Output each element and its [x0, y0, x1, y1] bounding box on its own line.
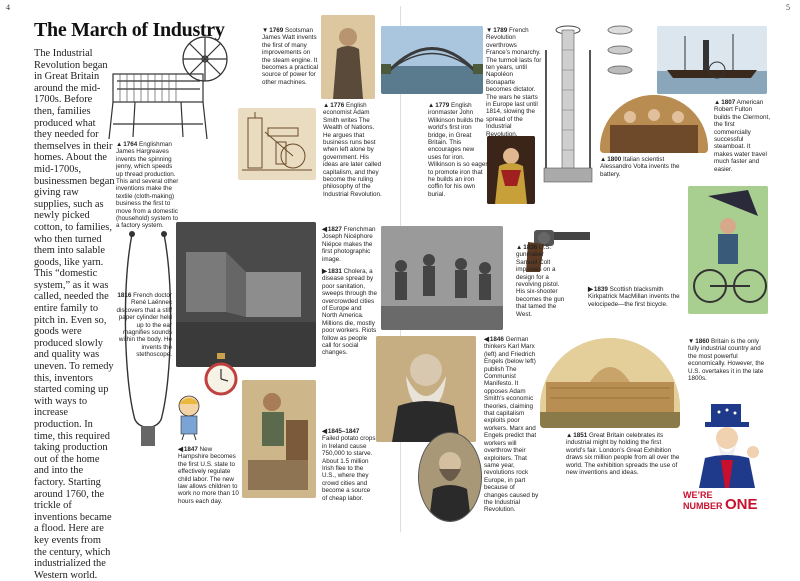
- year-1851: 1851: [573, 432, 588, 439]
- friedrich-engels-portrait: [418, 432, 482, 522]
- entry-1779: [428, 102, 488, 198]
- year-1789: 1789: [493, 27, 508, 34]
- text-1847: New Hampshire becomes the first U.S. state to effectively regulate child labor. The new law allows children to work no more than 10 hours each day.: [178, 446, 239, 505]
- up-arrow-icon: ▲: [428, 102, 435, 109]
- entry-1846: [484, 336, 540, 514]
- left-arrow-icon: ◀: [322, 428, 327, 435]
- text-1851: Great Britain celebrates its industrial might by holding the first world’s fair. London’s Great Exhibition draws six million people from all over the world. The exhibition spreads the use of new inventions and ideas.: [566, 432, 680, 477]
- entry-1827: [322, 226, 376, 263]
- right-page-number: 5: [786, 3, 790, 12]
- text-1800: Italian scientist Alessandro Volta invents the battery.: [600, 156, 680, 178]
- child-worker-cartoon: [172, 392, 206, 440]
- year-1769: 1769: [269, 27, 284, 34]
- text-1816: French doctor René Laënnec discovers that a stiff paper cylinder held up to the ear magnifies sounds within the body. He invents the stethoscope.: [116, 292, 172, 359]
- text-1789: French Revolution overthrows France’s monarchy. The turmoil lasts for ten years, until Napoléon Bonaparte becomes dictator. The wars he starts in Europe last until 1814, slowing the spread of the Industrial Revolution.: [486, 27, 542, 138]
- entry-1776: [323, 102, 383, 198]
- text-1764: Englishman James Hargreaves invents the spinning jenny, which speeds up thread production. This and several other inventions make the textile (cloth-making) business the first to move from a domestic (household) system to a factory system.: [116, 141, 179, 230]
- year-1839: 1839: [593, 286, 608, 293]
- entry-1816: [116, 292, 172, 359]
- up-arrow-icon: ▲: [323, 102, 330, 109]
- year-1776: 1776: [330, 102, 345, 109]
- first-photograph-image: [176, 222, 316, 367]
- text-1769: Scotsman James Watt invents the first of many improvements on the steam engine. It becomes a practical source of power for other machines.: [262, 27, 318, 86]
- battery-discs-illustration: [606, 18, 634, 84]
- year-1827: 1827: [327, 226, 342, 233]
- up-arrow-icon: ▲: [516, 244, 523, 251]
- poster-word-were: WE’RE: [683, 490, 713, 500]
- steamboat-illustration: [657, 26, 767, 94]
- left-page-number: 4: [6, 3, 10, 12]
- pocket-watch-icon: [204, 353, 238, 399]
- year-1816: 1816: [117, 292, 132, 299]
- down-arrow-icon: ▼: [688, 338, 695, 345]
- text-1839: Scottish blacksmith Kirkpatrick MacMillan invents the velocipede—the first bicycle.: [588, 286, 680, 308]
- volta-battery-illustration: [538, 20, 598, 190]
- entry-1807: [714, 99, 770, 173]
- spinning-jenny-illustration: [105, 29, 230, 143]
- poster-word-one: ONE: [725, 496, 758, 513]
- right-arrow-icon: ▶: [322, 268, 327, 275]
- iron-bridge-painting: [381, 26, 483, 94]
- up-arrow-icon: ▲: [116, 141, 123, 148]
- text-1831: Cholera, a disease spread by poor sanitation, sweeps through the overcrowded cities of Europe and North America. Millions die, mostly poor workers. Riots follow as people call for social changes.: [322, 268, 377, 357]
- year-1779: 1779: [435, 102, 450, 109]
- up-arrow-icon: ▲: [566, 432, 573, 439]
- year-1847: 1847: [183, 446, 198, 453]
- text-1827: Frenchman Joseph Nicéphore Niépce makes the first photographic image.: [322, 226, 376, 263]
- up-arrow-icon: ▲: [714, 99, 721, 106]
- entry-1800: [600, 156, 680, 178]
- year-1846: 1846: [489, 336, 504, 343]
- entry-1839: [588, 286, 684, 308]
- entry-1831: [322, 268, 378, 357]
- text-1860: Britain is the only fully industrial country and the most powerful economically. However, the U.S. overtakes it in the late 1800s.: [688, 338, 765, 383]
- page-title: The March of Industry: [34, 19, 225, 41]
- entry-1789: [486, 27, 542, 138]
- year-1860: 1860: [695, 338, 710, 345]
- napoleon-portrait: [487, 136, 535, 204]
- text-1836: U.S. gunmaker Samuel Colt improves on a design for a revolving pistol. His six-shooter becomes the gun that tamed the West.: [516, 244, 565, 318]
- entry-1764-part1: [116, 141, 180, 230]
- text-1846: German thinkers Karl Marx (left) and Friedrich Engels (below left) publish The Communist Manifesto. It opposes Adam Smith’s economic theories, claiming that capitalism exploits poor workers. Marx and Engels predict that workers will overthrow their exploiters. That same year, revolutions rock Europe, in part because of changes caused by the Industrial Revolution.: [484, 336, 539, 514]
- entry-1836: [516, 244, 566, 318]
- entry-1847: [178, 446, 240, 505]
- year-1800: 1800: [607, 156, 622, 163]
- entry-1769: [262, 27, 320, 86]
- year-1764: 1764: [123, 141, 138, 148]
- year-1845-1847: 1845–1847: [327, 428, 360, 435]
- text-1776: English economist Adam Smith writes The Wealth of Nations. He argues that business runs best when left alone by government. His ideas are later called capitalism, and they become the ruling philosophy of the Industrial Revolution.: [323, 102, 382, 198]
- velocipede-illustration: [688, 186, 768, 314]
- intro-paragraph: The Industrial Revolution began in Great Britain around the mid-1700s. Before then, families produced what they needed for themselves in their homes. About the mid-1700s, businessmen began giving raw supplies, such as newly picked cotton, to families, who then turned them into salable goods, like yarn. This “domestic system,” as it was called, needed the entire family to pitch in. Even so, goods were produced slowly and quality was uneven. To remedy this, inventors started coming up with ways to increase production. In time, this required taking production out of the home and into the factory. Starting around 1760, the trickle of inventions became a flood. Here are key events from the century, which industrialized the Western world.: [34, 48, 115, 581]
- text-1779: English ironmaster John Wilkinson builds the world’s first iron bridge, in Great Britain. This encourages new uses for iron. Wilkinson is so eager to promote iron that he builds an iron coffin for his own burial.: [428, 102, 488, 198]
- down-arrow-icon: ▼: [486, 27, 493, 34]
- text-1845-1847: Failed potato crops in Ireland cause 750,000 to starve. About 1.5 million Irish flee to the U.S., where they crowd cities and become a source of cheap labor.: [322, 435, 376, 502]
- entry-1860: [688, 338, 770, 382]
- right-arrow-icon: ▶: [588, 286, 593, 293]
- karl-marx-portrait: [376, 336, 476, 442]
- text-1807: American Robert Fulton builds the Clermont, the first commercially successful steamboat. It makes water travel much faster and easier.: [714, 99, 770, 173]
- entry-1845-1847: [322, 428, 376, 502]
- poster-word-number: NUMBER: [683, 501, 723, 511]
- child-labor-painting: [242, 380, 316, 498]
- uncle-sam-poster: [683, 400, 771, 514]
- down-arrow-icon: ▼: [262, 27, 269, 34]
- left-arrow-icon: ◀: [178, 446, 183, 453]
- volta-demonstration-painting: [600, 95, 708, 153]
- poster-slogan: [683, 490, 771, 511]
- left-arrow-icon: ◀: [322, 226, 327, 233]
- crystal-palace-painting: [540, 338, 680, 428]
- steam-engine-illustration: [238, 108, 316, 180]
- left-arrow-icon: ◀: [484, 336, 489, 343]
- up-arrow-icon: ▲: [600, 156, 607, 163]
- cholera-riot-engraving: [381, 226, 503, 330]
- year-1807: 1807: [721, 99, 736, 106]
- year-1836: 1836: [523, 244, 538, 251]
- adam-smith-portrait: [321, 15, 375, 99]
- entry-1851: [566, 432, 682, 476]
- year-1831: 1831: [327, 268, 342, 275]
